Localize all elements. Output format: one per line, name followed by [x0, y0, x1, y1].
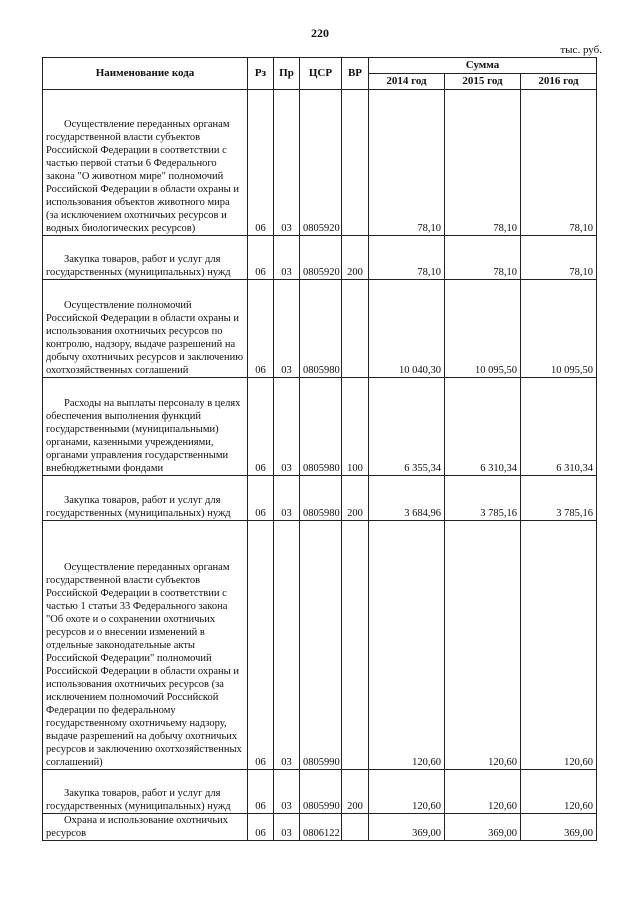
row-name: Закупка товаров, работ и услуг для государственных (муниципальных) нужд [43, 476, 248, 521]
row-2014: 369,00 [369, 814, 445, 841]
row-rz: 06 [248, 521, 274, 770]
row-name: Осуществление переданных органам государственной власти субъектов Российской Федерации в соответствии с частью 1 статьи 33 Федерального закона "Об охоте и о сохранении охотничьих ресурсов и о внесении изменений в отдельные законодательные акты Российской Федерации" полномочий Российской Федерации в области охраны и использования охотничьих ресурсов (за исключением полномочий Российской Федерации по федеральному государственному охотничьему надзору, выдаче разрешений на добычу охотничьих ресурсов и заключению охотхозяйственных соглашений) [43, 521, 248, 770]
row-csr: 0805990 [300, 770, 342, 814]
header-pr: Пр [274, 58, 300, 90]
row-rz: 06 [248, 814, 274, 841]
header-csr: ЦСР [300, 58, 342, 90]
row-vr: 100 [342, 378, 369, 476]
row-vr: 200 [342, 770, 369, 814]
row-name: Закупка товаров, работ и услуг для государственных (муниципальных) нужд [43, 236, 248, 280]
row-pr: 03 [274, 236, 300, 280]
row-pr: 03 [274, 476, 300, 521]
row-name: Охрана и использование охотничьих ресурсов [43, 814, 248, 841]
header-sum: Сумма [369, 58, 597, 74]
row-name: Расходы на выплаты персоналу в целях обеспечения выполнения функций государственными (муниципальными) органами, казенными учреждениями, органами управления государственными внебюджетными фондами [43, 378, 248, 476]
row-2016: 78,10 [521, 236, 597, 280]
row-2014: 78,10 [369, 236, 445, 280]
row-pr: 03 [274, 90, 300, 236]
row-vr [342, 521, 369, 770]
row-csr: 0805980 [300, 476, 342, 521]
header-2015: 2015 год [445, 74, 521, 90]
row-rz: 06 [248, 476, 274, 521]
row-pr: 03 [274, 814, 300, 841]
table-row [43, 90, 597, 236]
row-2016: 120,60 [521, 770, 597, 814]
row-2015: 78,10 [445, 236, 521, 280]
row-2014: 120,60 [369, 770, 445, 814]
header-row-1 [43, 58, 597, 74]
header-2016: 2016 год [521, 74, 597, 90]
table-row [43, 521, 597, 770]
row-2016: 3 785,16 [521, 476, 597, 521]
header-2014: 2014 год [369, 74, 445, 90]
table-row [43, 236, 597, 280]
table-row [43, 476, 597, 521]
row-rz: 06 [248, 770, 274, 814]
row-vr: 200 [342, 476, 369, 521]
row-2016: 6 310,34 [521, 378, 597, 476]
row-pr: 03 [274, 378, 300, 476]
row-name: Закупка товаров, работ и услуг для государственных (муниципальных) нужд [43, 770, 248, 814]
row-2014: 3 684,96 [369, 476, 445, 521]
row-2016: 369,00 [521, 814, 597, 841]
row-2015: 78,10 [445, 90, 521, 236]
row-2016: 78,10 [521, 90, 597, 236]
row-csr: 0805920 [300, 236, 342, 280]
header-name: Наименование кода [43, 58, 248, 90]
page-number: 220 [311, 26, 329, 40]
row-2015: 369,00 [445, 814, 521, 841]
row-vr: 200 [342, 236, 369, 280]
row-pr: 03 [274, 770, 300, 814]
row-pr: 03 [274, 521, 300, 770]
row-2015: 120,60 [445, 770, 521, 814]
row-2015: 6 310,34 [445, 378, 521, 476]
row-2014: 120,60 [369, 521, 445, 770]
budget-table [42, 57, 597, 841]
header-vr: ВР [342, 58, 369, 90]
row-vr [342, 280, 369, 378]
row-pr: 03 [274, 280, 300, 378]
table-row [43, 378, 597, 476]
row-2015: 120,60 [445, 521, 521, 770]
row-name: Осуществление переданных органам государственной власти субъектов Российской Федерации в соответствии с частью первой статьи 6 Федерального закона "О животном мире" полномочий Российской Федерации в области охраны и использования объектов животного мира (за исключением охотничьих ресурсов и водных биологических ресурсов) [43, 90, 248, 236]
row-csr: 0805980 [300, 280, 342, 378]
row-2015: 3 785,16 [445, 476, 521, 521]
row-2014: 6 355,34 [369, 378, 445, 476]
row-rz: 06 [248, 280, 274, 378]
row-2014: 10 040,30 [369, 280, 445, 378]
units-label: тыс. руб. [560, 44, 602, 56]
row-name: Осуществление полномочий Российской Федерации в области охраны и использования охотничьих ресурсов по контролю, надзору, выдаче разрешений на добычу охотничьих ресурсов и заключению охотхозяйственных соглашений [43, 280, 248, 378]
row-csr: 0805990 [300, 521, 342, 770]
row-2016: 120,60 [521, 521, 597, 770]
row-csr: 0805920 [300, 90, 342, 236]
row-2015: 10 095,50 [445, 280, 521, 378]
table-row [43, 814, 597, 841]
table-row [43, 770, 597, 814]
row-vr [342, 814, 369, 841]
header-rz: Рз [248, 58, 274, 90]
row-vr [342, 90, 369, 236]
table-row [43, 280, 597, 378]
row-rz: 06 [248, 378, 274, 476]
row-rz: 06 [248, 90, 274, 236]
row-csr: 0806122 [300, 814, 342, 841]
row-rz: 06 [248, 236, 274, 280]
row-csr: 0805980 [300, 378, 342, 476]
row-2016: 10 095,50 [521, 280, 597, 378]
row-2014: 78,10 [369, 90, 445, 236]
